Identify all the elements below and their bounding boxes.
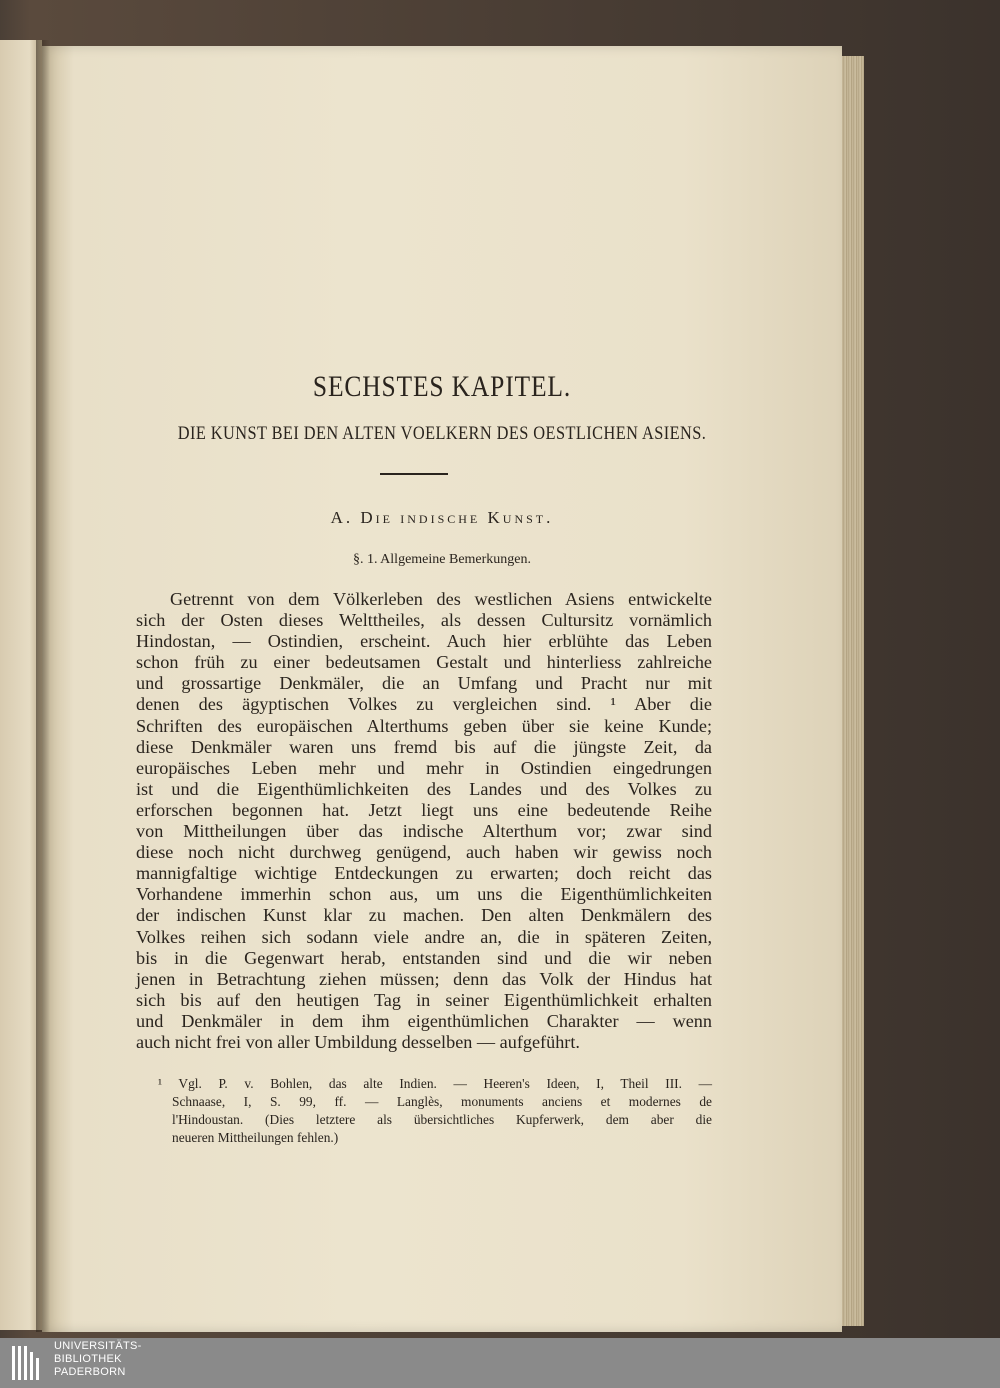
body-line: auch nicht frei von aller Umbildung desselben — aufgeführt. (136, 1031, 580, 1052)
footnote-line: l'Hindoustan. (Dies letztere als übersichtliches Kupferwerk, dem aber die (172, 1112, 712, 1127)
body-line: europäisches Leben mehr und mehr in Ostindien eingedrungen (136, 757, 712, 778)
footnote-line: Schnaase, I, S. 99, ff. — Langlès, monuments anciens et modernes de (172, 1094, 712, 1109)
body-line: diese noch nicht durchweg genügend, auch haben wir gewiss noch (136, 842, 712, 863)
body-line: diese Denkmäler waren uns fremd bis auf die jüngste Zeit, da (136, 736, 712, 757)
body-line: bis in die Gegenwart herab, entstanden sind und die wir neben (136, 947, 712, 968)
body-line: mannigfaltige wichtige Entdeckungen zu erwarten; doch reicht das (136, 863, 712, 884)
body-line: und grossartige Denkmäler, die an Umfang und Pracht nur mit (136, 673, 712, 694)
footnote (158, 1075, 712, 1147)
logo-line: BIBLIOTHEK (54, 1353, 122, 1365)
footer-bar (0, 1338, 1000, 1388)
body-line: der indischen Kunst klar zu machen. Den alten Denkmälern des (136, 905, 712, 926)
footnote-line: ¹ Vgl. P. v. Bohlen, das alte Indien. — Heeren's Ideen, I, Theil III. — (158, 1076, 712, 1091)
body-line: Schriften des europäischen Alterthums geben über sie keine Kunde; (136, 715, 712, 736)
section-title: A. Die indische Kunst. (330, 508, 554, 527)
body-paragraph (136, 589, 712, 1053)
library-logo-icon (10, 1342, 46, 1384)
footnote-line: neueren Mittheilungen fehlen.) (172, 1130, 339, 1145)
body-line: sich bis auf den heutigen Tag in seiner Eigenthümlichkeit erhalten (136, 989, 712, 1010)
gutter-shadow (36, 40, 50, 1332)
chapter-title: SECHSTES KAPITEL. (312, 370, 572, 403)
body-line: von Mittheilungen über das indische Alterthum vor; zwar sind (136, 821, 712, 842)
body-line: ist und die Eigenthümlichkeiten des Landes und des Volkes zu (136, 778, 712, 799)
body-line: Volkes reihen sich sodann viele andre an, die in späteren Zeiten, (136, 926, 712, 947)
body-line: Vorhandene immerhin schon aus, um uns die Eigenthümlichkeiten (136, 884, 712, 905)
body-line: schon früh zu einer bedeutsamen Gestalt und hinterliess zahlreiche (136, 652, 712, 673)
body-line: denen des ägyptischen Volkes zu vergleichen sind. ¹ Aber die (136, 694, 712, 715)
body-line: und Denkmäler in dem ihm eigenthümlichen Charakter — wenn (136, 1010, 712, 1031)
body-line: sich der Osten dieses Welttheiles, als dessen Cultursitz vornämlich (136, 610, 712, 631)
title-rule (380, 473, 448, 475)
page-edges (842, 56, 864, 1326)
body-line: Hindostan, — Ostindien, erscheint. Auch hier erblühte das Leben (136, 631, 712, 652)
body-line: Getrennt von dem Völkerleben des westlichen Asiens entwickelte (170, 589, 712, 609)
body-line: erforschen begonnen hat. Jetzt liegt uns eine bedeutende Reihe (136, 799, 712, 820)
library-logo-text (54, 1340, 142, 1379)
subsection-title: §. 1. Allgemeine Bemerkungen. (352, 552, 532, 567)
logo-line: PADERBORN (54, 1366, 126, 1378)
chapter-subtitle: DIE KUNST BEI DEN ALTEN VOELKERN DES OESTLICHEN ASIENS. (177, 423, 707, 444)
body-line: jenen in Betrachtung ziehen müssen; denn das Volk der Hindus hat (136, 968, 712, 989)
logo-line: UNIVERSITÄTS- (54, 1340, 142, 1352)
